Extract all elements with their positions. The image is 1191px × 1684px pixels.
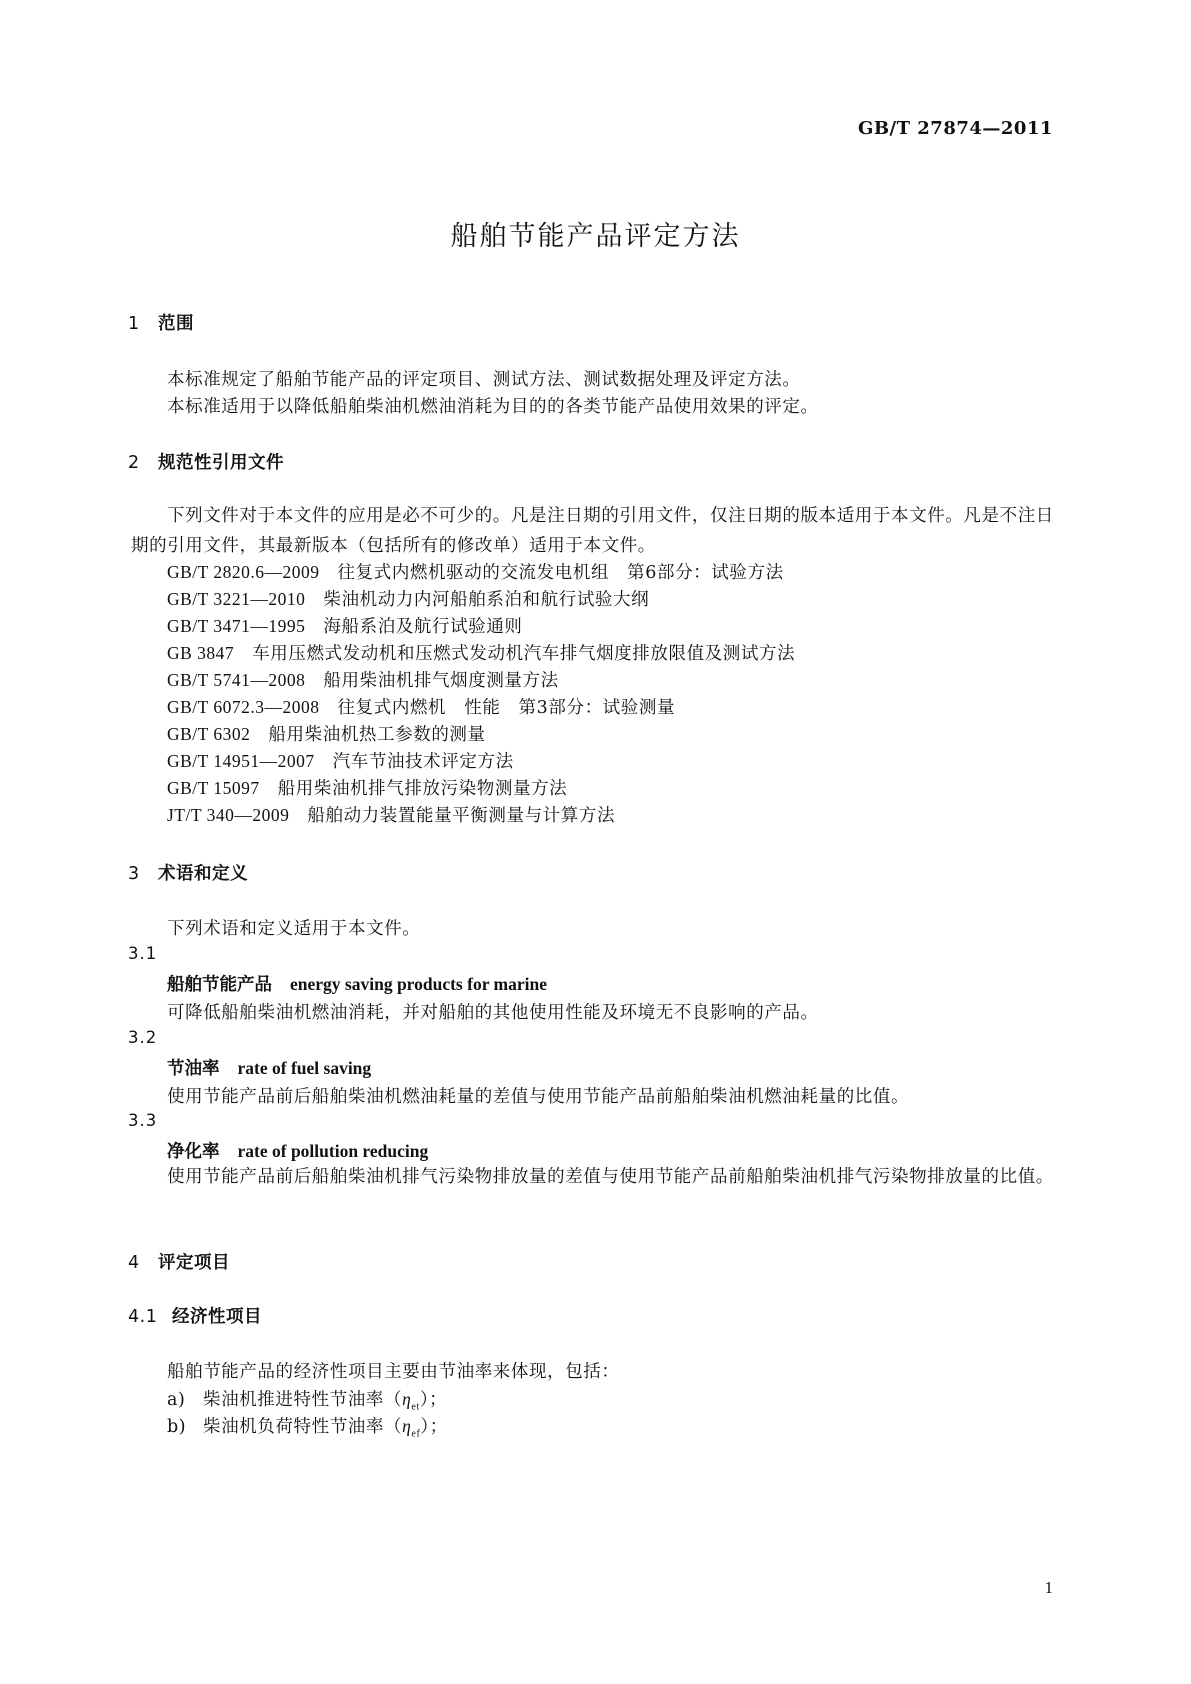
reference-title: 柴油机动力内河船舶系泊和航行试验大纲	[323, 590, 650, 610]
reference-item	[167, 640, 795, 665]
reference-code: GB/T 5741—2008	[167, 670, 306, 690]
reference-title: 往复式内燃机驱动的交流发电机组 第6部分：试验方法	[337, 563, 784, 583]
term-cn: 船舶节能产品	[167, 975, 272, 995]
reference-code: JT/T 340—2009	[167, 805, 290, 825]
reference-title: 车用压燃式发动机和压燃式发动机汽车排气烟度排放限值及测试方法	[252, 644, 796, 664]
term-en: energy saving products for marine	[290, 974, 547, 994]
reference-code: GB/T 2820.6—2009	[167, 562, 320, 582]
reference-item	[167, 721, 486, 746]
symbol: η	[402, 1389, 412, 1409]
list-text: 柴油机负荷特性节油率（	[203, 1417, 403, 1437]
paragraph: 本标准规定了船舶节能产品的评定项目、测试方法、测试数据处理及评定方法。	[167, 370, 801, 390]
reference-item	[167, 667, 559, 692]
list-tail: ）；	[419, 1390, 448, 1410]
reference-code: GB/T 3471—1995	[167, 616, 306, 636]
reference-item	[167, 694, 675, 719]
reference-code: GB/T 14951—2007	[167, 751, 315, 771]
section-title: 术语和定义	[158, 864, 248, 884]
term-en: rate of fuel saving	[237, 1058, 372, 1078]
list-item	[167, 1386, 447, 1413]
term-heading	[167, 971, 547, 996]
symbol: η	[402, 1416, 412, 1436]
page-number: 1	[1044, 1578, 1053, 1597]
reference-code: GB/T 6072.3—2008	[167, 697, 320, 717]
symbol-subscript: ef	[411, 1428, 421, 1440]
term-heading	[167, 1138, 428, 1163]
reference-title: 船用柴油机排气烟度测量方法	[323, 671, 559, 691]
section-number: 4	[128, 1253, 140, 1273]
reference-title: 往复式内燃机 性能 第3部分：试验测量	[337, 698, 676, 718]
paragraph: 下列术语和定义适用于本文件。	[167, 919, 421, 939]
reference-title: 汽车节油技术评定方法	[332, 752, 514, 772]
list-item	[167, 1413, 448, 1440]
section-number: 1	[128, 314, 140, 334]
section-title: 评定项目	[158, 1253, 230, 1273]
reference-code: GB 3847	[167, 643, 235, 663]
subsection-title: 经济性项目	[172, 1307, 262, 1327]
section-3-heading	[128, 860, 248, 885]
section-title: 范围	[158, 314, 194, 334]
section-title: 规范性引用文件	[158, 453, 284, 473]
term-number: 3.1	[128, 944, 158, 963]
reference-item	[167, 613, 523, 638]
reference-code: GB/T 6302	[167, 724, 251, 744]
paragraph: 本标准适用于以降低船舶柴油机燃油消耗为目的的各类节能产品使用效果的评定。	[167, 397, 819, 417]
reference-item	[167, 559, 784, 584]
paragraph: 船舶节能产品的经济性项目主要由节油率来体现，包括：	[167, 1362, 620, 1382]
reference-item	[167, 748, 514, 773]
eta-symbol	[402, 1389, 420, 1413]
paragraph: 下列文件对于本文件的应用是必不可少的。凡是注日期的引用文件，仅注日期的版本适用于本文件。凡是不注日期的引用文件，其最新版本（包括所有的修改单）适用于本文件。	[131, 506, 1054, 556]
reference-title: 船舶动力装置能量平衡测量与计算方法	[307, 806, 616, 826]
subsection-number: 4.1	[128, 1307, 158, 1327]
term-cn: 节油率	[167, 1059, 220, 1079]
list-label: a)	[167, 1390, 186, 1410]
section-number: 3	[128, 864, 140, 884]
list-text: 柴油机推进特性节油率（	[203, 1390, 403, 1410]
section-2-heading	[128, 449, 284, 474]
reference-title: 船用柴油机排气排放污染物测量方法	[277, 779, 568, 799]
document-title: 船舶节能产品评定方法	[450, 221, 741, 252]
reference-code: GB/T 3221—2010	[167, 589, 306, 609]
term-number: 3.3	[128, 1111, 158, 1130]
term-number: 3.2	[128, 1028, 158, 1047]
term-definition: 可降低船舶柴油机燃油消耗，并对船舶的其他使用性能及环境无不良影响的产品。	[167, 1003, 819, 1023]
eta-symbol	[402, 1416, 421, 1440]
term-cn: 净化率	[167, 1142, 220, 1162]
reference-title: 船用柴油机热工参数的测量	[268, 725, 486, 745]
reference-item	[167, 586, 649, 611]
term-definition: 使用节能产品前后船舶柴油机排气污染物排放量的差值与使用节能产品前船舶柴油机排气污染物排放量的比值。	[167, 1167, 1054, 1187]
term-en: rate of pollution reducing	[237, 1141, 429, 1161]
list-tail: ）；	[420, 1417, 448, 1437]
section-1-heading	[128, 310, 194, 335]
reference-title: 海船系泊及航行试验通则	[323, 617, 523, 637]
symbol-subscript: et	[411, 1401, 420, 1413]
section-number: 2	[128, 453, 140, 473]
term-heading	[167, 1055, 371, 1080]
section-4-heading	[128, 1249, 230, 1274]
list-label: b)	[167, 1417, 187, 1437]
subsection-4-1-heading	[128, 1303, 262, 1328]
standard-number: GB/T 27874—2011	[857, 118, 1053, 139]
term-definition: 使用节能产品前后船舶柴油机燃油耗量的差值与使用节能产品前船舶柴油机燃油耗量的比值。	[167, 1087, 910, 1107]
reference-item	[167, 802, 615, 827]
reference-code: GB/T 15097	[167, 778, 260, 798]
reference-item	[167, 775, 567, 800]
